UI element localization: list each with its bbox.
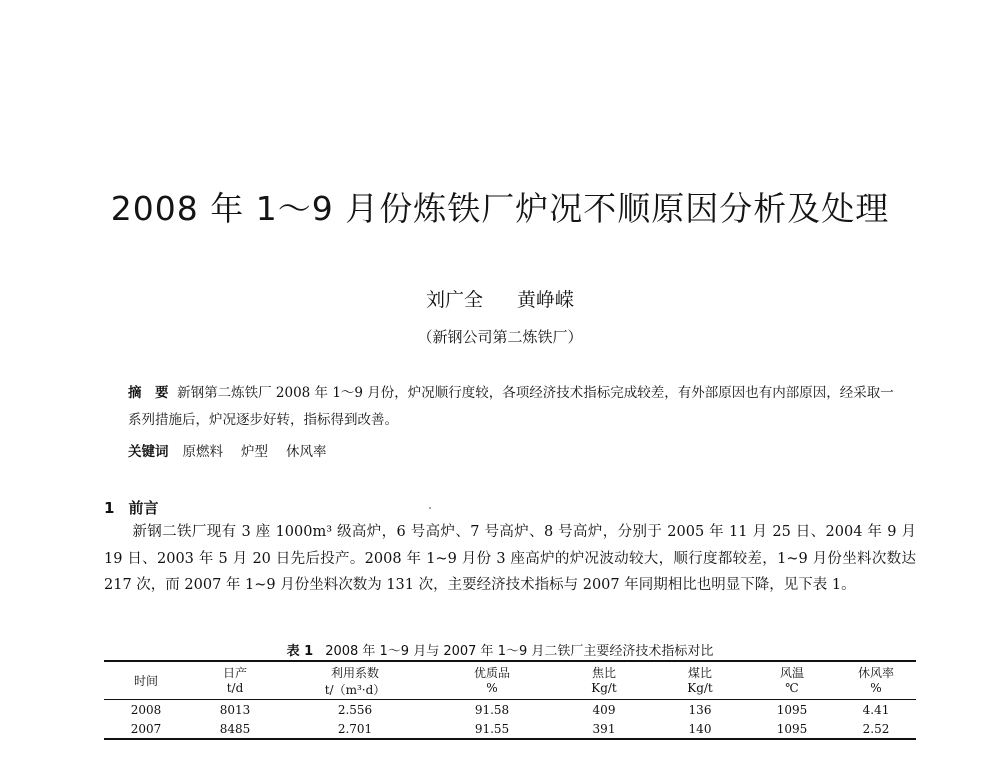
section-body-text: 新钢二铁厂现有 3 座 1000m³ 级高炉，6 号高炉、7 号高炉、8 号高炉，分别于 2005 年 11 月 25 日、2004 年 9 月 19 日、2003 年 5 月 20 日先后投产。2008 年 1~9 月份 3 座高炉的炉况波动较大，顺行度都较差，1~9 月份坐料次数达 217 次，而 2007 年 1~9 月份坐料次数为 131 次，主要经济技术指标与 2007 年同期相比也明显下降，见下表 1。 xyxy=(104,524,916,593)
section-heading xyxy=(104,497,158,518)
indicator-table xyxy=(104,660,916,740)
table-cell: 8013 xyxy=(219,702,251,717)
table-cell: 2.52 xyxy=(862,721,890,736)
table-cell: 2.701 xyxy=(337,721,373,736)
table-cell: 2.556 xyxy=(337,702,373,717)
table-cell: 409 xyxy=(592,702,616,717)
affiliation: （新钢公司第二炼铁厂） xyxy=(417,328,583,346)
table-header: 焦比 xyxy=(591,666,616,680)
section-number: 1 xyxy=(104,499,115,517)
scan-speck xyxy=(429,507,431,509)
table-label: 表 1 xyxy=(286,644,314,659)
table-cell: 91.55 xyxy=(474,721,510,736)
table-unit: t/d xyxy=(188,681,282,700)
table-header: 休风率 xyxy=(857,666,894,680)
section-title: 前言 xyxy=(128,499,159,517)
table-cell: 1095 xyxy=(776,702,808,717)
table-unit: % xyxy=(836,681,916,700)
paper-title: 2008 年 1～9 月份炼铁厂炉况不顺原因分析及处理 xyxy=(110,189,890,228)
table-header: 煤比 xyxy=(687,666,712,680)
table-header: 日产 xyxy=(222,666,247,680)
author-name: 刘广全 xyxy=(425,289,483,311)
table-unit: Kg/t xyxy=(556,681,652,700)
keywords xyxy=(128,440,345,460)
keyword: 休风率 xyxy=(286,444,327,460)
keywords-label: 关键词 xyxy=(128,444,169,460)
table-caption-text: 2008 年 1～9 月与 2007 年 1～9 月二铁厂主要经济技术指标对比 xyxy=(325,644,714,659)
table-unit: Kg/t xyxy=(652,681,748,700)
abstract-text: 新钢第二炼铁厂 2008 年 1～9 月份，炉况顺行度较，各项经济技术指标完成较差，有外部原因也有内部原因，经采取一系列措施后，炉况逐步好转，指标得到改善。 xyxy=(128,385,894,428)
author-list xyxy=(0,285,1000,312)
table-cell-year: 2007 xyxy=(130,721,162,736)
table-unit: % xyxy=(428,681,556,700)
table-cell: 1095 xyxy=(776,721,808,736)
table-header: 优质品 xyxy=(473,666,510,680)
table-cell: 391 xyxy=(592,721,616,736)
table-caption xyxy=(0,640,1000,659)
table-cell: 140 xyxy=(688,721,712,736)
table-cell: 4.41 xyxy=(862,702,890,717)
table-cell: 8485 xyxy=(219,721,251,736)
table-header: 风温 xyxy=(779,666,804,680)
keyword: 原燃料 xyxy=(182,444,223,460)
table-header: 利用系数 xyxy=(330,666,379,680)
table-cell: 91.58 xyxy=(474,702,510,717)
table-unit: t/（m³·d） xyxy=(282,681,428,700)
table-cell: 136 xyxy=(688,702,712,717)
abstract xyxy=(128,380,898,434)
table-row xyxy=(104,700,916,720)
author-name: 黄峥嵘 xyxy=(517,289,575,311)
table-unit: ℃ xyxy=(748,681,836,700)
table-row xyxy=(104,719,916,739)
table-header-time: 时间 xyxy=(104,661,188,700)
table-cell-year: 2008 xyxy=(130,702,162,717)
section-body xyxy=(104,519,916,599)
keyword: 炉型 xyxy=(241,444,268,460)
abstract-label: 摘 要 xyxy=(128,385,169,401)
